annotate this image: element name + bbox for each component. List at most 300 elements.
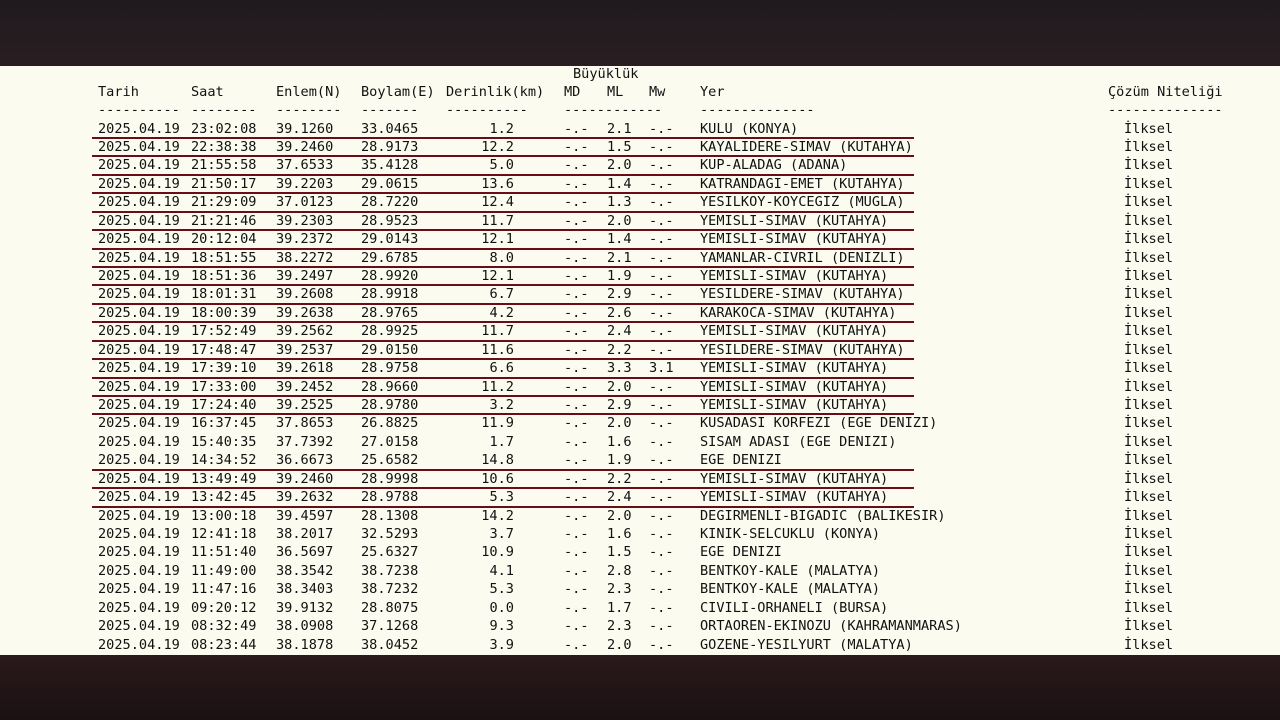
cell-saat: 14:34:52 [191,452,257,469]
cell-md: -.- [564,286,589,303]
table-row [0,285,1280,304]
cell-yer: KULU (KONYA) [700,120,799,137]
highlight-line-top [92,211,914,213]
cell-boylam: 26.8825 [361,415,419,432]
cell-mw: -.- [649,599,674,616]
cell-cozum: İlksel [1124,562,1174,579]
table-row [0,636,1280,655]
cell-boylam: 28.9758 [361,360,419,377]
cell-mw: -.- [649,212,674,229]
table-row [0,543,1280,562]
cell-derinlik: 14.2 [481,507,514,524]
cell-boylam: 33.0465 [361,120,419,137]
highlight-line-top [92,174,914,176]
cell-mw: 3.1 [649,360,674,377]
cell-derinlik: 9.3 [489,618,514,635]
cell-cozum: İlksel [1124,286,1174,303]
cell-yer: BENTKOY-KALE (MALATYA) [700,581,881,598]
cell-saat: 21:55:58 [191,157,257,174]
cell-boylam: 28.9660 [361,378,419,395]
cell-ml: 1.5 [607,544,632,561]
highlight-line-top [92,303,914,305]
cell-md: -.- [564,599,589,616]
cell-mw: -.- [649,157,674,174]
cell-yer: KUP-ALADAG (ADANA) [700,157,848,174]
cell-ml: 2.0 [607,507,632,524]
cell-cozum: İlksel [1124,599,1174,616]
cell-saat: 12:41:18 [191,525,257,542]
cell-derinlik: 5.0 [489,157,514,174]
cell-ml: 2.8 [607,562,632,579]
cell-enlem: 39.2537 [276,341,334,358]
cell-md: -.- [564,544,589,561]
cell-ml: 2.0 [607,157,632,174]
header-rule-magnitude: ------------ [564,102,663,118]
cell-enlem: 39.2632 [276,489,334,506]
cell-tarih: 2025.04.19 [98,525,180,542]
cell-tarih: 2025.04.19 [98,286,180,303]
cell-cozum: İlksel [1124,157,1174,174]
cell-yer: GOZENE-YESILYURT (MALATYA) [700,636,913,653]
table-row [0,230,1280,249]
cell-enlem: 39.1260 [276,120,334,137]
cell-saat: 22:38:38 [191,138,257,155]
highlight-line-top [92,229,914,231]
cell-tarih: 2025.04.19 [98,249,180,266]
cell-mw: -.- [649,120,674,137]
cell-md: -.- [564,396,589,413]
cell-mw: -.- [649,249,674,266]
cell-cozum: İlksel [1124,396,1174,413]
cell-cozum: İlksel [1124,360,1174,377]
cell-boylam: 28.8075 [361,599,419,616]
header-rule-enlem: -------- [276,102,342,118]
cell-saat: 21:50:17 [191,175,257,192]
cell-saat: 13:00:18 [191,507,257,524]
cell-yer: YESILDERE-SIMAV (KUTAHYA) [700,341,905,358]
cell-md: -.- [564,470,589,487]
table-row [0,359,1280,378]
cell-boylam: 28.9925 [361,323,419,340]
cell-saat: 17:33:00 [191,378,257,395]
table-row [0,249,1280,268]
cell-cozum: İlksel [1124,138,1174,155]
cell-derinlik: 11.2 [481,378,514,395]
cell-ml: 1.4 [607,231,632,248]
cell-yer: YEMISLI-SIMAV (KUTAHYA) [700,378,889,395]
header-rule-boylam: ------- [361,102,419,118]
cell-boylam: 37.1268 [361,618,419,635]
cell-boylam: 29.0615 [361,175,419,192]
header-buyukluk: Büyüklük [573,66,639,82]
cell-enlem: 39.2452 [276,378,334,395]
cell-derinlik: 0.0 [489,599,514,616]
cell-enlem: 39.2460 [276,138,334,155]
table-row [0,414,1280,433]
cell-boylam: 28.9523 [361,212,419,229]
background-top [0,0,1280,66]
table-row [0,138,1280,157]
table-row [0,156,1280,175]
cell-derinlik: 5.3 [489,489,514,506]
header-rule-saat: -------- [191,102,257,118]
cell-yer: YESILDERE-SIMAV (KUTAHYA) [700,286,905,303]
cell-tarih: 2025.04.19 [98,433,180,450]
cell-ml: 1.3 [607,194,632,211]
cell-saat: 13:42:45 [191,489,257,506]
cell-tarih: 2025.04.19 [98,323,180,340]
highlight-line-top [92,395,914,397]
cell-yer: ORTAOREN-EKINOZU (KAHRAMANMARAS) [700,618,962,635]
cell-tarih: 2025.04.19 [98,360,180,377]
cell-yer: YEMISLI-SIMAV (KUTAHYA) [700,267,889,284]
cell-tarih: 2025.04.19 [98,636,180,653]
cell-yer: BENTKOY-KALE (MALATYA) [700,562,881,579]
cell-cozum: İlksel [1124,507,1174,524]
cell-cozum: İlksel [1124,618,1174,635]
highlight-line-top [92,284,914,286]
cell-enlem: 39.2303 [276,212,334,229]
cell-yer: DEGIRMENLI-BIGADIC (BALIKESIR) [700,507,946,524]
cell-derinlik: 4.1 [489,562,514,579]
cell-md: -.- [564,175,589,192]
highlight-line-top [92,137,914,139]
cell-mw: -.- [649,267,674,284]
cell-derinlik: 11.6 [481,341,514,358]
cell-enlem: 39.4597 [276,507,334,524]
cell-yer: YEMISLI-SIMAV (KUTAHYA) [700,489,889,506]
cell-saat: 17:48:47 [191,341,257,358]
cell-tarih: 2025.04.19 [98,507,180,524]
table-row [0,525,1280,544]
cell-boylam: 28.9780 [361,396,419,413]
cell-yer: YEMISLI-SIMAV (KUTAHYA) [700,323,889,340]
cell-derinlik: 8.0 [489,249,514,266]
cell-ml: 2.0 [607,636,632,653]
cell-enlem: 38.3542 [276,562,334,579]
cell-boylam: 38.7232 [361,581,419,598]
highlight-line-top [92,266,914,268]
cell-boylam: 28.9920 [361,267,419,284]
cell-derinlik: 12.1 [481,231,514,248]
cell-md: -.- [564,636,589,653]
highlight-line-top [92,377,914,379]
cell-boylam: 28.1308 [361,507,419,524]
cell-derinlik: 6.7 [489,286,514,303]
cell-md: -.- [564,562,589,579]
cell-derinlik: 10.9 [481,544,514,561]
cell-mw: -.- [649,323,674,340]
cell-derinlik: 12.1 [481,267,514,284]
cell-cozum: İlksel [1124,489,1174,506]
header-boylam: Boylam(E) [361,84,435,100]
cell-enlem: 39.2618 [276,360,334,377]
cell-cozum: İlksel [1124,231,1174,248]
cell-ml: 1.9 [607,452,632,469]
cell-enlem: 38.1878 [276,636,334,653]
cell-enlem: 36.5697 [276,544,334,561]
cell-ml: 1.7 [607,599,632,616]
cell-yer: KAYALIDERE-SIMAV (KUTAHYA) [700,138,913,155]
table-row [0,304,1280,323]
cell-ml: 2.3 [607,618,632,635]
table-row [0,451,1280,470]
cell-md: -.- [564,618,589,635]
table-row [0,470,1280,489]
cell-enlem: 39.2608 [276,286,334,303]
cell-yer: EGE DENIZI [700,452,782,469]
cell-yer: CIVILI-ORHANELI (BURSA) [700,599,889,616]
cell-saat: 20:12:04 [191,231,257,248]
cell-cozum: İlksel [1124,581,1174,598]
cell-tarih: 2025.04.19 [98,544,180,561]
cell-enlem: 39.2562 [276,323,334,340]
cell-tarih: 2025.04.19 [98,231,180,248]
cell-yer: YEMISLI-SIMAV (KUTAHYA) [700,212,889,229]
cell-derinlik: 4.2 [489,304,514,321]
table-row [0,378,1280,397]
cell-md: -.- [564,231,589,248]
cell-mw: -.- [649,138,674,155]
cell-derinlik: 10.6 [481,470,514,487]
highlight-line-top [92,469,914,471]
cell-boylam: 29.6785 [361,249,419,266]
cell-cozum: İlksel [1124,175,1174,192]
table-row [0,396,1280,415]
cell-enlem: 36.6673 [276,452,334,469]
header-yer: Yer [700,84,725,100]
cell-cozum: İlksel [1124,470,1174,487]
cell-tarih: 2025.04.19 [98,157,180,174]
cell-md: -.- [564,212,589,229]
cell-md: -.- [564,249,589,266]
cell-saat: 17:24:40 [191,396,257,413]
cell-md: -.- [564,452,589,469]
cell-saat: 11:49:00 [191,562,257,579]
cell-mw: -.- [649,286,674,303]
cell-derinlik: 6.6 [489,360,514,377]
cell-yer: YEMISLI-SIMAV (KUTAHYA) [700,231,889,248]
cell-mw: -.- [649,175,674,192]
cell-enlem: 39.2460 [276,470,334,487]
cell-saat: 11:51:40 [191,544,257,561]
cell-ml: 1.6 [607,433,632,450]
cell-cozum: İlksel [1124,304,1174,321]
cell-md: -.- [564,581,589,598]
cell-ml: 2.9 [607,286,632,303]
header-mw: Mw [649,84,666,100]
cell-saat: 17:39:10 [191,360,257,377]
cell-yer: YEMISLI-SIMAV (KUTAHYA) [700,470,889,487]
cell-cozum: İlksel [1124,378,1174,395]
cell-enlem: 38.2272 [276,249,334,266]
table-row [0,120,1280,139]
cell-ml: 1.6 [607,525,632,542]
table-row [0,267,1280,286]
cell-tarih: 2025.04.19 [98,396,180,413]
cell-derinlik: 3.7 [489,525,514,542]
cell-tarih: 2025.04.19 [98,378,180,395]
header-rule-tarih: ---------- [98,102,180,118]
highlight-line-top [92,321,914,323]
cell-mw: -.- [649,396,674,413]
cell-tarih: 2025.04.19 [98,452,180,469]
cell-cozum: İlksel [1124,636,1174,653]
cell-md: -.- [564,157,589,174]
cell-yer: KUSADASI KORFEZI (EGE DENIZI) [700,415,938,432]
cell-boylam: 28.9788 [361,489,419,506]
table-row [0,599,1280,618]
table-row [0,212,1280,231]
header-ml: ML [607,84,624,100]
cell-md: -.- [564,304,589,321]
table-row [0,507,1280,526]
cell-enlem: 38.2017 [276,525,334,542]
cell-boylam: 32.5293 [361,525,419,542]
cell-mw: -.- [649,618,674,635]
cell-yer: YAMANLAR-CIVRIL (DENIZLI) [700,249,905,266]
cell-cozum: İlksel [1124,544,1174,561]
cell-cozum: İlksel [1124,525,1174,542]
cell-mw: -.- [649,636,674,653]
highlight-line-top [92,358,914,360]
cell-mw: -.- [649,544,674,561]
table-row [0,193,1280,212]
cell-enlem: 39.2638 [276,304,334,321]
cell-derinlik: 1.2 [489,120,514,137]
cell-cozum: İlksel [1124,323,1174,340]
cell-mw: -.- [649,507,674,524]
cell-boylam: 28.9918 [361,286,419,303]
cell-mw: -.- [649,231,674,248]
cell-enlem: 39.9132 [276,599,334,616]
table-row [0,322,1280,341]
cell-saat: 17:52:49 [191,323,257,340]
cell-boylam: 25.6582 [361,452,419,469]
cell-tarih: 2025.04.19 [98,194,180,211]
cell-mw: -.- [649,194,674,211]
cell-ml: 2.4 [607,489,632,506]
cell-yer: KARAKOCA-SIMAV (KUTAHYA) [700,304,897,321]
header-enlem: Enlem(N) [276,84,342,100]
cell-mw: -.- [649,489,674,506]
cell-tarih: 2025.04.19 [98,415,180,432]
cell-enlem: 37.8653 [276,415,334,432]
cell-enlem: 37.0123 [276,194,334,211]
cell-derinlik: 5.3 [489,581,514,598]
cell-boylam: 29.0143 [361,231,419,248]
header-rule-cozum: -------------- [1108,102,1223,118]
cell-tarih: 2025.04.19 [98,267,180,284]
cell-derinlik: 12.4 [481,194,514,211]
cell-md: -.- [564,194,589,211]
cell-enlem: 38.0908 [276,618,334,635]
cell-saat: 21:21:46 [191,212,257,229]
cell-ml: 3.3 [607,360,632,377]
cell-ml: 2.2 [607,341,632,358]
cell-derinlik: 3.2 [489,396,514,413]
cell-ml: 2.0 [607,378,632,395]
cell-saat: 15:40:35 [191,433,257,450]
cell-enlem: 37.7392 [276,433,334,450]
cell-tarih: 2025.04.19 [98,562,180,579]
cell-derinlik: 13.6 [481,175,514,192]
cell-cozum: İlksel [1124,267,1174,284]
cell-ml: 2.6 [607,304,632,321]
cell-ml: 2.9 [607,396,632,413]
cell-ml: 2.1 [607,120,632,137]
cell-boylam: 28.9173 [361,138,419,155]
cell-ml: 2.2 [607,470,632,487]
cell-tarih: 2025.04.19 [98,120,180,137]
cell-boylam: 29.0150 [361,341,419,358]
cell-mw: -.- [649,470,674,487]
table-row [0,433,1280,452]
cell-ml: 2.4 [607,323,632,340]
cell-boylam: 25.6327 [361,544,419,561]
cell-saat: 23:02:08 [191,120,257,137]
cell-yer: SISAM ADASI (EGE DENIZI) [700,433,897,450]
cell-saat: 16:37:45 [191,415,257,432]
cell-boylam: 38.0452 [361,636,419,653]
cell-yer: KINIK-SELCUKLU (KONYA) [700,525,881,542]
table-row [0,175,1280,194]
cell-ml: 1.4 [607,175,632,192]
cell-cozum: İlksel [1124,249,1174,266]
cell-mw: -.- [649,341,674,358]
cell-ml: 2.0 [607,212,632,229]
cell-cozum: İlksel [1124,212,1174,229]
cell-tarih: 2025.04.19 [98,175,180,192]
cell-derinlik: 12.2 [481,138,514,155]
cell-enlem: 37.6533 [276,157,334,174]
cell-boylam: 38.7238 [361,562,419,579]
cell-derinlik: 3.9 [489,636,514,653]
cell-yer: YEMISLI-SIMAV (KUTAHYA) [700,360,889,377]
cell-derinlik: 11.7 [481,212,514,229]
cell-tarih: 2025.04.19 [98,599,180,616]
cell-ml: 1.5 [607,138,632,155]
cell-enlem: 39.2497 [276,267,334,284]
cell-boylam: 35.4128 [361,157,419,174]
cell-boylam: 28.9998 [361,470,419,487]
cell-md: -.- [564,341,589,358]
cell-md: -.- [564,323,589,340]
cell-cozum: İlksel [1124,120,1174,137]
highlight-line-top [92,340,914,342]
cell-yer: YEMISLI-SIMAV (KUTAHYA) [700,396,889,413]
cell-md: -.- [564,378,589,395]
cell-tarih: 2025.04.19 [98,618,180,635]
cell-saat: 08:32:49 [191,618,257,635]
cell-tarih: 2025.04.19 [98,212,180,229]
cell-mw: -.- [649,581,674,598]
cell-cozum: İlksel [1124,433,1174,450]
cell-saat: 18:51:55 [191,249,257,266]
table-row [0,488,1280,507]
cell-mw: -.- [649,562,674,579]
header-rule-yer: -------------- [700,102,815,118]
cell-md: -.- [564,507,589,524]
cell-md: -.- [564,415,589,432]
cell-boylam: 28.7220 [361,194,419,211]
cell-yer: KATRANDAGI-EMET (KUTAHYA) [700,175,905,192]
cell-cozum: İlksel [1124,415,1174,432]
header-md: MD [564,84,581,100]
cell-tarih: 2025.04.19 [98,581,180,598]
table-row [0,617,1280,636]
cell-boylam: 27.0158 [361,433,419,450]
